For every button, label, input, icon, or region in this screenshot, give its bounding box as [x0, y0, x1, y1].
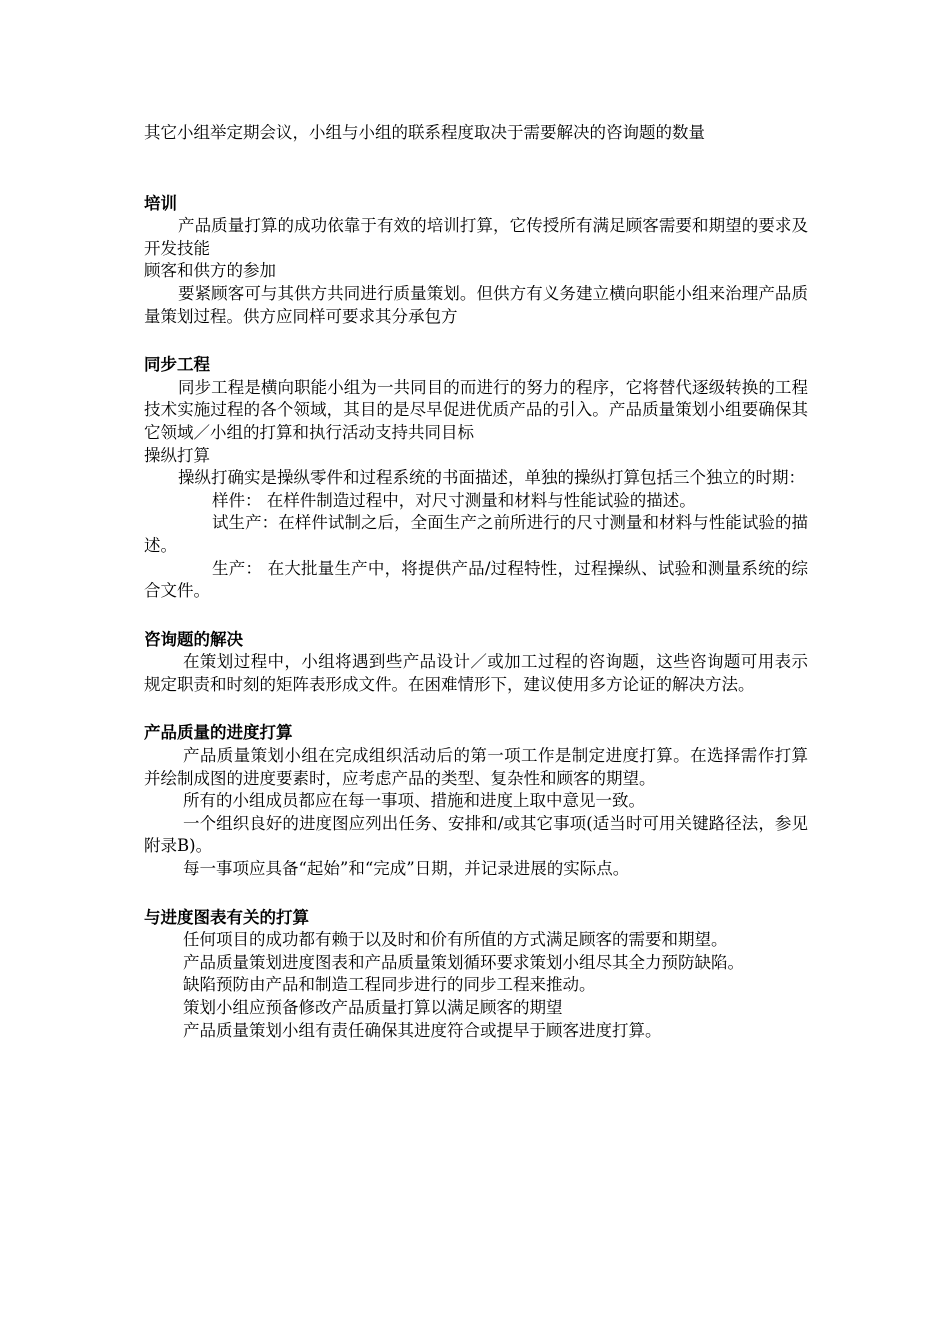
intro-paragraph: 其它小组举定期会议，小组与小组的联系程度取决于需要解决的咨询题的数量 [144, 123, 705, 142]
paragraph: 操纵打算 [144, 445, 210, 465]
section-issue-resolution [144, 629, 808, 697]
sub-item-production: 生产： 在大批量生产中，将提供产品/过程特性，过程操纵、试验和测量系统的综合文件。 [144, 558, 808, 601]
paragraph: 同步工程是横向职能小组为一共同目的而进行的努力的程序，它将替代逐级转换的工程技术实施过程的各个领域，其目的是尽早促进优质产品的引入。产品质量策划小组要确保其它领域／小组的打算和执行活动支持共同目标 [144, 377, 808, 442]
paragraph: 一个组织良好的进度图应列出任务、安排和/或其它事项(适当时可用关键路径法，参见附录B)。 [144, 813, 808, 856]
paragraph: 每一事项应具备“起始”和“完成”日期，并记录进展的实际点。 [183, 859, 630, 879]
paragraph: 产品质量策划小组在完成组织活动后的第一项工作是制定进度打算。在选择需作打算并绘制成图的进度要素时，应考虑产品的类型、复杂性和顾客的期望。 [144, 746, 808, 788]
section-schedule-chart-plans [144, 907, 808, 1043]
section-heading: 同步工程 [144, 355, 210, 375]
paragraph: 产品质量策划小组有责任确保其进度符合或提早于顾客进度打算。 [183, 1020, 662, 1040]
paragraph: 要紧顾客可与其供方共同进行质量策划。但供方有义务建立横向职能小组来治理产品质量策划过程。供方应同样可要求其分承包方 [144, 283, 808, 326]
sub-item-pre-launch: 试生产：在样件试制之后，全面生产之前所进行的尺寸测量和材料与性能试验的描述。 [144, 513, 808, 555]
section-training [144, 193, 808, 329]
paragraph: 缺陷预防由产品和制造工程同步进行的同步工程来推动。 [183, 975, 596, 995]
paragraph: 操纵打确实是操纵零件和过程系统的书面描述，单独的操纵打算包括三个独立的时期： [178, 468, 805, 488]
section-heading: 培训 [144, 193, 177, 213]
paragraph: 产品质量打算的成功依靠于有效的培训打算，它传授所有满足顾客需要和期望的要求及开发技能 [144, 216, 808, 258]
paragraph: 产品质量策划进度图表和产品质量策划循环要求策划小组尽其全力预防缺陷。 [183, 952, 744, 972]
section-schedule-plan [144, 722, 808, 880]
section-concurrent-engineering [144, 354, 808, 603]
paragraph: 任何项目的成功都有赖于以及时和价有所值的方式满足顾客的需要和期望。 [183, 930, 728, 950]
section-heading: 咨询题的解决 [144, 629, 243, 649]
paragraph: 顾客和供方的参加 [144, 261, 276, 281]
section-heading: 与进度图表有关的打算 [144, 907, 309, 927]
sub-item-prototype: 样件： 在样件制造过程中，对尺寸测量和材料与性能试验的描述。 [212, 490, 696, 510]
paragraph: 在策划过程中，小组将遇到些产品设计／或加工过程的咨询题，这些咨询题可用表示规定职责和时刻的矩阵表形成文件。在困难情形下，建议使用多方论证的解决方法。 [144, 652, 808, 694]
document-page [144, 122, 808, 1042]
section-heading: 产品质量的进度打算 [144, 723, 293, 743]
paragraph: 所有的小组成员都应在每一事项、措施和进度上取中意见一致。 [183, 791, 645, 811]
paragraph: 策划小组应预备修改产品质量打算以满足顾客的期望 [183, 998, 563, 1017]
